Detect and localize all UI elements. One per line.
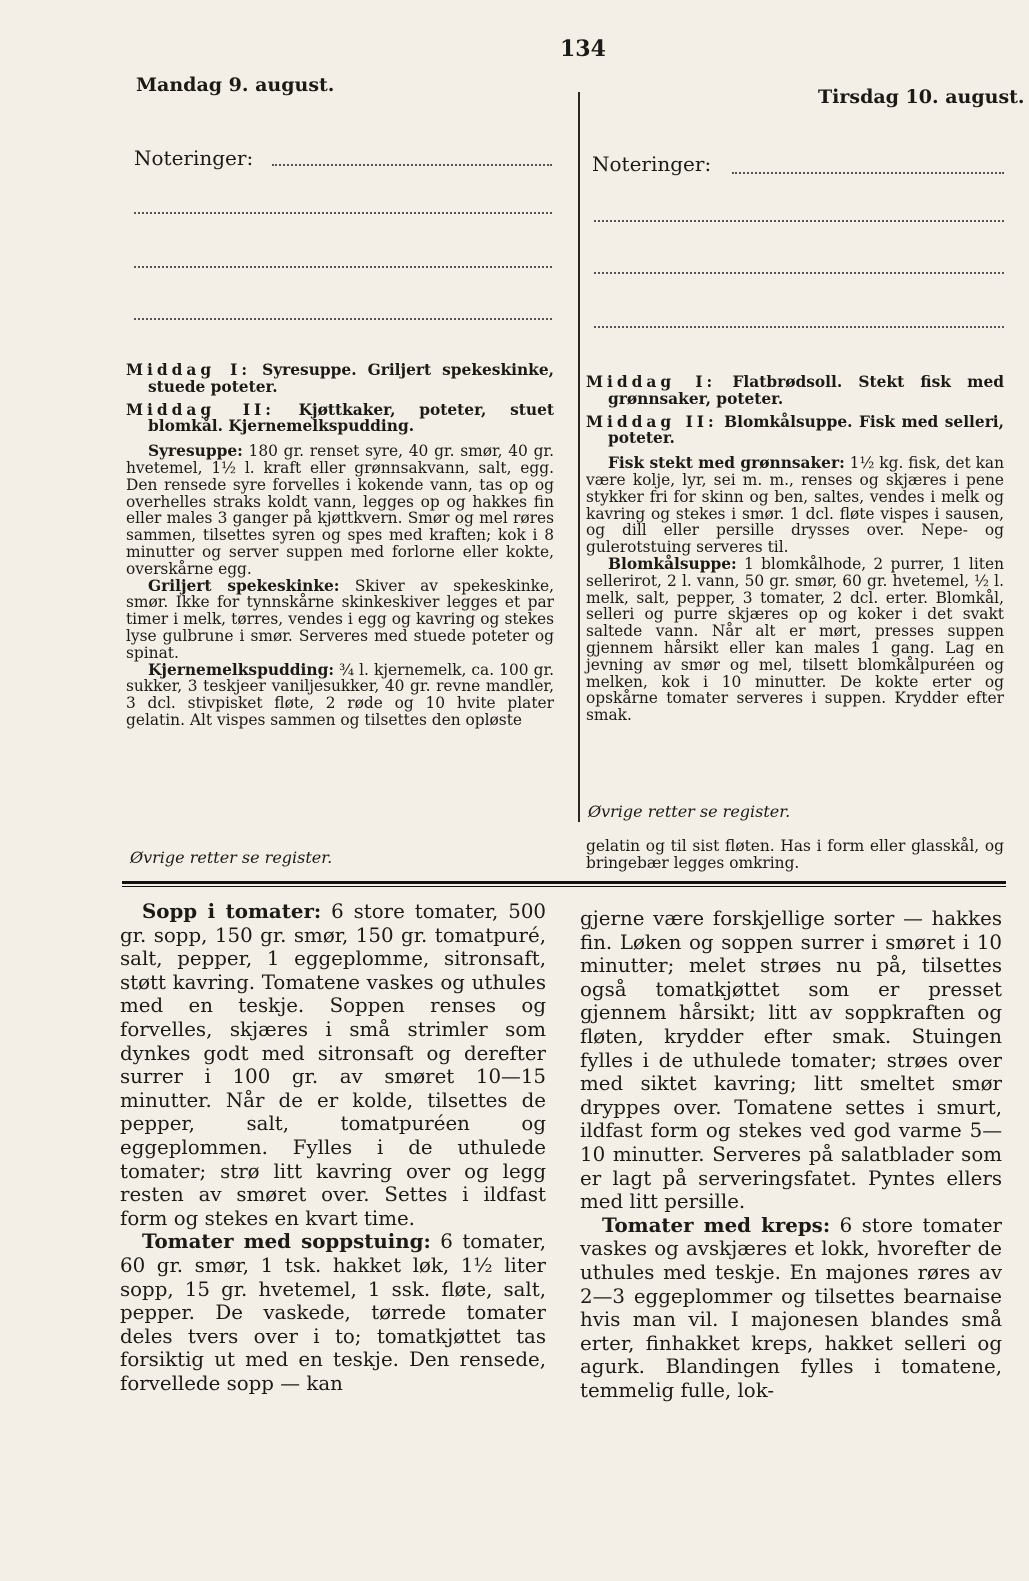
date-heading-right: Tirsdag 10. august. — [818, 86, 1025, 108]
recipe-title: Fisk stekt med grønnsaker: — [608, 454, 845, 473]
menu-label: Middag II: — [126, 400, 275, 419]
recipe-text: 1 blomkålhode, 2 purrer, 1 liten sellerirot, 2 l. vann, 50 gr. smør, 60 gr. hvetemel, ½ l. melk, salt, pepper, 3 tomater, 2 dcl. erter. Blomkål, selleri og purre skjæres op og koker i det svakt saltede vann. Når alt er mørt, presses suppen gjennem hårsikt eller kan males 1 gang. Lag en jevning av smør og mel, tilsett blomkålpuréen og melken, kok i 10 minutter. De kokte erter og opskårne tomater serveres i suppen. Krydder efter smak. — [586, 554, 1004, 725]
recipe-title: Blomkålsuppe: — [608, 554, 737, 573]
recipe-text: 6 tomater, 60 gr. smør, 1 tsk. hakket løk, 1½ liter sopp, 15 gr. hvetemel, 1 ssk. fløte, salt, pepper. De vaskede, tørrede tomater deles tvers over i to; tomatkjøttet tas forsiktig ut med en teskje. Den rensede, forvellede sopp — kan — [120, 1230, 546, 1395]
page-number: 134 — [560, 36, 606, 62]
recipe-title: Griljert spekeskinke: — [148, 576, 340, 595]
bottom-right-column — [580, 907, 1002, 1402]
menu-label: Middag I: — [126, 361, 252, 379]
recipe-paragraph — [120, 900, 546, 1230]
recipe-title: Syresuppe: — [148, 442, 243, 461]
recipe-text: 180 gr. renset syre, 40 gr. smør, 40 gr. hvetemel, 1½ l. kraft eller grønnsakvann, salt, egg. Den rensede syre forvelles i kokende vann, tas op og overhelles straks koldt vann, legges op og hakkes fin eller males 3 ganger på kjøttkvern. Smør og mel røres sammen, tilsettes syren og spes med kraften; kok i 8 minutter og server suppen med forlorne eller kokte, overskårne egg. — [126, 442, 554, 578]
menu-text: Kjøttkaker, poteter, stuet blomkål. Kjernemelkspudding. — [148, 400, 554, 436]
recipe-text: 6 store tomater, 500 gr. sopp, 150 gr. smør, 150 gr. tomatpuré, salt, pepper, 1 eggeplomme, sitronsaft, støtt kavring. Tomatene vaskes og uthules med en teskje. Soppen renses og forvelles, skjæres i små strimler som dynkes godt med sitronsaft og derefter surrer i 100 gr. av smøret 10—15 minutter. Når de er kolde, tilsettes de pepper, salt, tomatpuréen og eggeplommen. Fylles i de uthulede tomater; strø litt kavring over og legg resten av smøret over. Settes i ildfast form og stekes en kvart time. — [120, 900, 546, 1230]
menu-item — [126, 402, 554, 436]
recipe-text: 6 store tomater vaskes og avskjæres et lokk, hvorefter de uthules med teskje. En majones røres av 2—3 eggeplommer og tilsettes bearnaise hvis man vil. I majonesen blandes små erter, finhakket kreps, hakket selleri og agurk. Blandingen fylles i tomatene, temmelig fulle, lok- — [580, 1213, 1002, 1402]
notes-line-left — [272, 164, 552, 166]
notes-line-right — [594, 326, 1004, 328]
section-rule — [122, 881, 1006, 884]
register-note-right: Øvrige retter se register. — [588, 802, 791, 821]
recipe-paragraph — [586, 455, 1004, 556]
notes-label-right: Noteringer: — [592, 152, 712, 176]
section-rule-thin — [122, 886, 1006, 887]
recipe-title: Kjernemelkspudding: — [148, 660, 335, 679]
notes-label-left: Noteringer: — [134, 146, 254, 170]
left-column — [126, 362, 554, 729]
notes-line-left — [134, 266, 552, 268]
register-note-left: Øvrige retter se register. — [130, 848, 333, 867]
menu-text: Blomkålsuppe. Fisk med selleri, poteter. — [608, 412, 1005, 448]
recipe-paragraph — [126, 662, 554, 729]
menu-item — [586, 374, 1004, 408]
notes-line-left — [134, 318, 552, 320]
recipe-text: Skiver av spekeskinke, smør. Ikke for tynnskårne skinkeskiver legges et par timer i melk, tørres, vendes i egg og kavring og stekes lyse gulbrune i smør. Serveres med stuede poteter og spinat. — [126, 576, 554, 662]
recipe-title: Sopp i tomater: — [142, 899, 322, 923]
recipe-paragraph — [580, 1214, 1002, 1403]
notes-line-right — [594, 272, 1004, 274]
recipe-text: 1½ kg. fisk, det kan være kolje, lyr, sei m. m., renses og skjæres i pene stykker fri for skinn og ben, saltes, vendes i melk og kavring og stekes i smør. 1 dcl. fløte vispes i sausen, og dill eller persille drysses over. Nepe- og gulerotstuing serveres til. — [586, 454, 1004, 557]
right-column — [586, 374, 1004, 724]
recipe-paragraph — [580, 907, 1002, 1214]
recipe-paragraph — [126, 578, 554, 662]
menu-text: Syresuppe. Griljert spekeskinke, stuede poteter. — [148, 361, 554, 396]
date-heading-left: Mandag 9. august. — [136, 74, 335, 96]
menu-text: Flatbrødsoll. Stekt fisk med grønnsaker, poteter. — [608, 373, 1004, 408]
recipe-text: ¾ l. kjernemelk, ca. 100 gr. sukker, 3 teskjeer vaniljesukker, 40 gr. revne mandler, 3 dcl. stivpisket fløte, 2 røde og 10 hvite plater gelatin. Alt vispes sammen og tilsettes den opløste — [126, 660, 554, 729]
notes-line-right — [732, 172, 1004, 174]
recipe-text: gjerne være forskjellige sorter — hakkes fin. Løken og soppen surrer i smøret i 10 minutter; melet strøes nu på, tilsettes også tomatkjøttet som er presset gjennem hårsikt; litt av soppkraften og fløten, krydder efter smak. Stuingen fylles i de uthulede tomater; strøes over med siktet kavring; litt smeltet smør dryppes over. Tomatene settes i smurt, ildfast form og stekes ved god varme 5—10 minutter. Serveres på salatblader som er lagt på serveringsfatet. Pyntes ellers med litt persille. — [580, 907, 1002, 1214]
menu-label: Middag II: — [586, 412, 718, 431]
recipe-paragraph — [586, 556, 1004, 724]
recipe-paragraph — [126, 443, 554, 577]
recipe-paragraph — [120, 1230, 546, 1395]
bottom-left-column — [120, 900, 546, 1395]
recipe-title: Tomater med kreps: — [602, 1212, 831, 1237]
notes-line-right — [594, 220, 1004, 222]
continuation-text: gelatin og til sist fløten. Has i form eller glasskål, og bringebær legges omkring. — [586, 837, 1004, 872]
menu-item — [126, 362, 554, 396]
menu-label: Middag I: — [586, 373, 717, 391]
column-divider — [578, 92, 580, 822]
recipe-title: Tomater med soppstuing: — [142, 1229, 431, 1254]
notes-line-left — [134, 212, 552, 214]
menu-item — [586, 414, 1004, 448]
